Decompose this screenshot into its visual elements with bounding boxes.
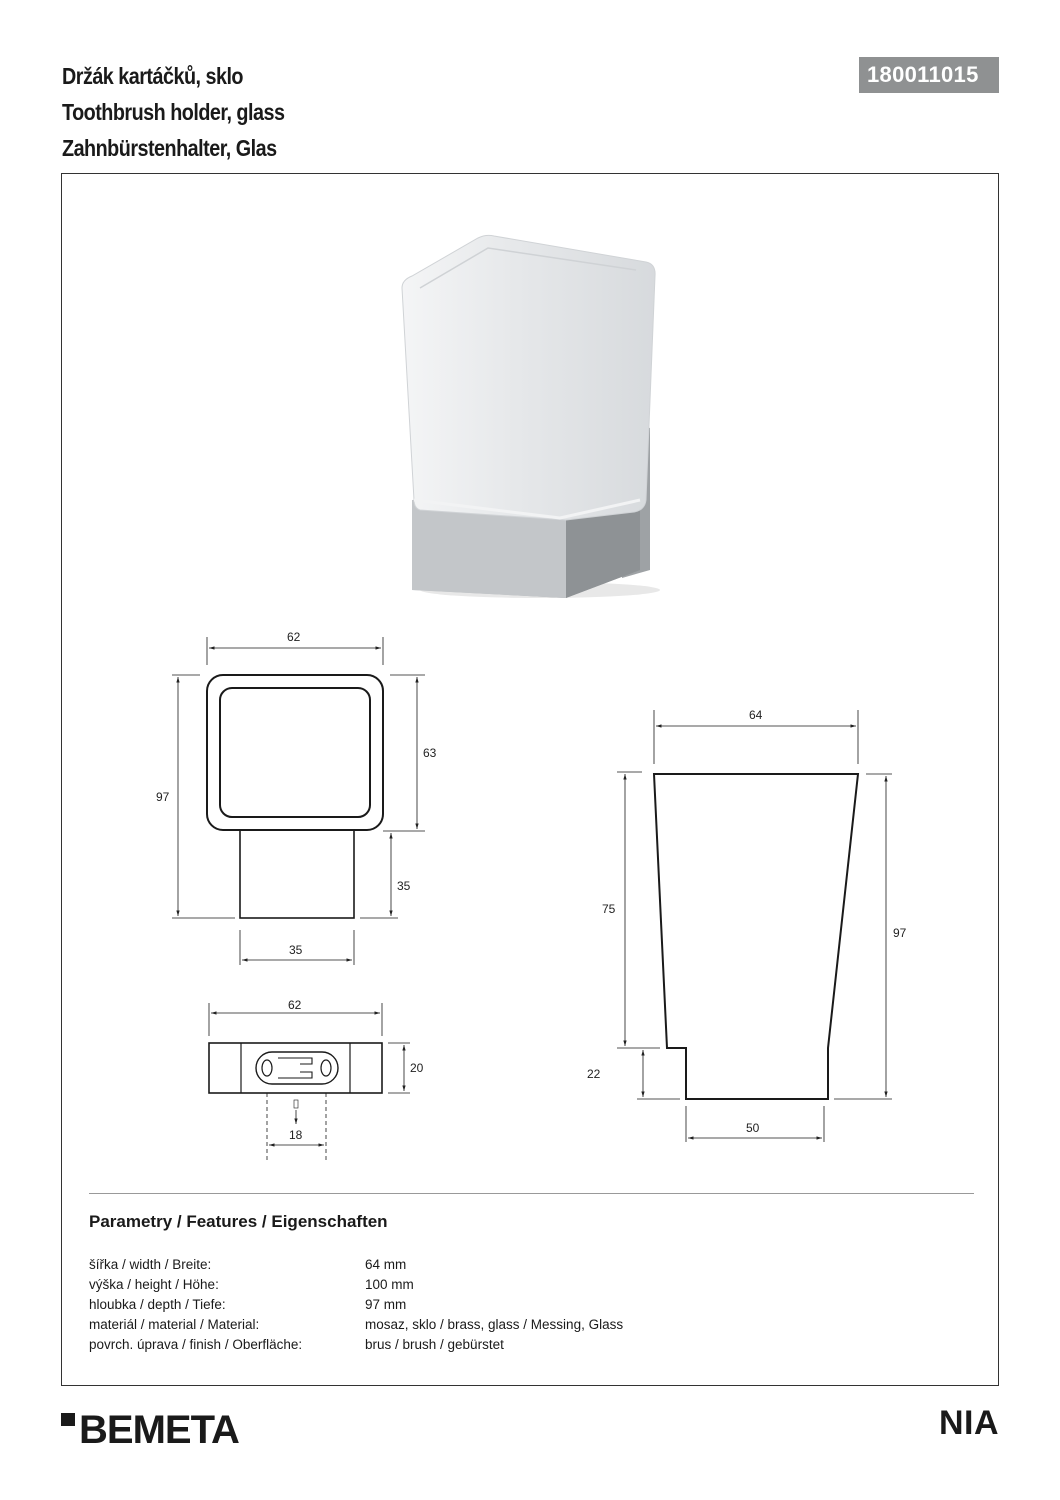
glass-upper-height-label: 75 <box>602 902 616 916</box>
feature-label: povrch. úprava / finish / Oberfläche: <box>89 1337 303 1352</box>
title-english: Toothbrush holder, glass <box>62 99 285 125</box>
series-name: NIA <box>938 1404 999 1442</box>
glass-top-width-label: 64 <box>749 708 763 722</box>
product-code-badge: 180011015 <box>859 57 999 93</box>
feature-label: hloubka / depth / Tiefe: <box>89 1297 226 1312</box>
front-view <box>172 637 425 965</box>
top-view <box>209 1003 410 1162</box>
top-width-label: 62 <box>288 998 302 1012</box>
feature-value: mosaz, sklo / brass, glass / Messing, Glass <box>365 1317 624 1332</box>
front-cup-height-label: 63 <box>423 746 437 760</box>
top-depth-label: 20 <box>410 1061 424 1075</box>
front-width-label: 62 <box>287 630 301 644</box>
feature-value: 97 mm <box>365 1297 407 1312</box>
feature-label: šířka / width / Breite: <box>89 1257 212 1272</box>
glass-bottom-width-label: 50 <box>746 1121 760 1135</box>
front-base-width-label: 35 <box>289 943 303 957</box>
glass-total-height-label: 97 <box>893 926 907 940</box>
svg-text:BEMETA: BEMETA <box>79 1408 239 1449</box>
title-german: Zahnbürstenhalter, Glas <box>62 135 277 161</box>
hole-spacing-label: 18 <box>289 1128 303 1142</box>
feature-value: 64 mm <box>365 1257 407 1272</box>
feature-label: materiál / material / Material: <box>89 1317 260 1332</box>
glass-lower-height-label: 22 <box>587 1067 601 1081</box>
bemeta-logo <box>61 1405 273 1449</box>
section-divider <box>89 1193 974 1194</box>
features-heading: Parametry / Features / Eigenschaften <box>89 1212 388 1231</box>
glass-view <box>617 710 892 1142</box>
title-czech: Držák kartáčků, sklo <box>62 63 244 89</box>
feature-value: brus / brush / gebürstet <box>365 1337 504 1352</box>
front-base-height-label: 35 <box>397 879 411 893</box>
feature-value: 100 mm <box>365 1277 414 1292</box>
front-total-height-label: 97 <box>156 790 170 804</box>
product-photo <box>402 235 660 598</box>
feature-label: výška / height / Höhe: <box>89 1277 219 1292</box>
